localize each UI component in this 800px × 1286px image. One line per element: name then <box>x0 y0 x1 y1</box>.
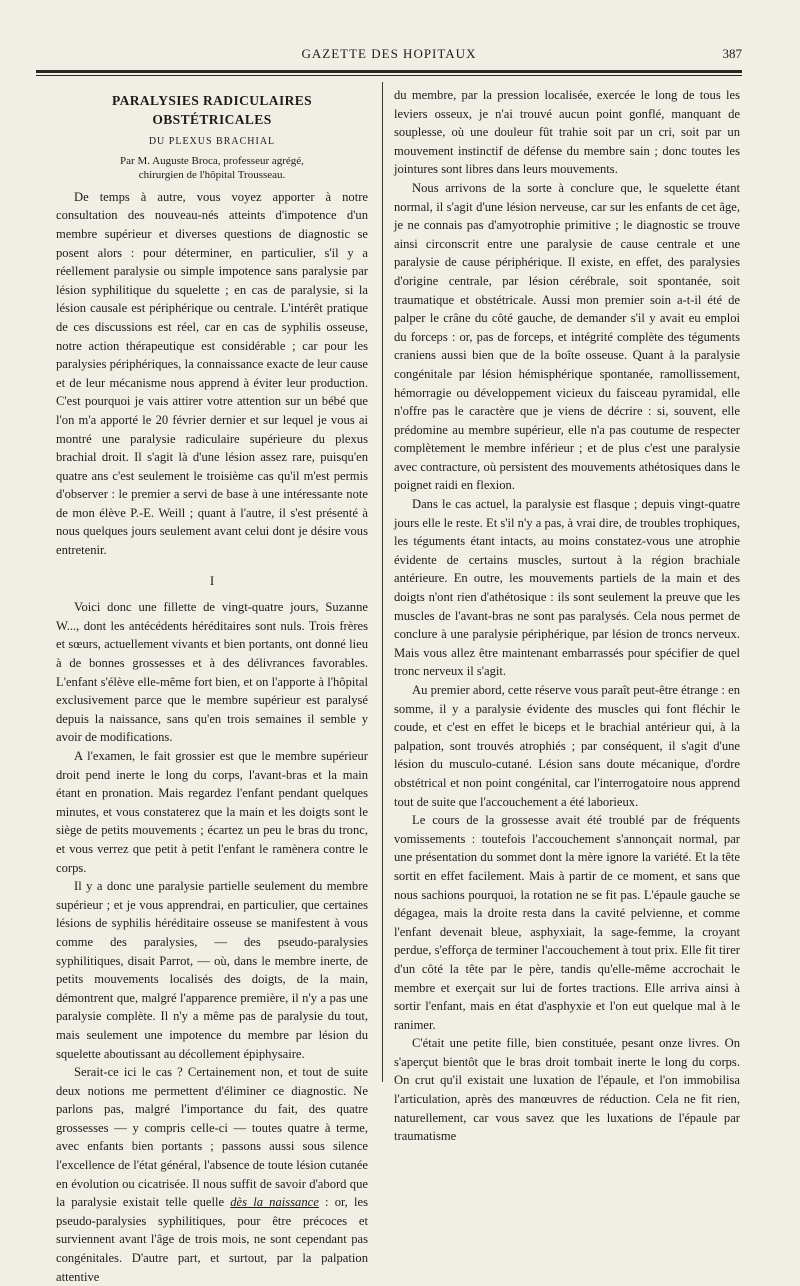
paragraph <box>56 1063 368 1286</box>
text-run: Serait-ce ici le cas ? Certainement non, et tout de suite deux notions me permettent d'éliminer ce diagnostic. Ne parlons pas, malgré l'importance du fait, des quatre grossesses — y compris celle-ci — toutes quatre à terme, avec enfants bien portants ; passons aussi sous silence l'excellence de l'état général, l'absence de toute lésion cutanée en évolution ou cicatrisée. Il nous suffit de savoir d'abord que la paralysie existait telle quelle <box>56 1065 368 1210</box>
column-divider <box>382 82 383 1082</box>
paragraph: Voici donc une fillette de vingt-quatre jours, Suzanne W..., dont les antécédents héréditaires sont nuls. Trois frères et sœurs, actuellement vivants et bien portants, ont donné lieu à de bonnes grossesses et à des délivrances favorables. L'enfant s'élève elle-même fort bien, et on l'apporte à l'hôpital exclusivement parce que le membre supérieur est paralysé depuis la naissance, sans qu'en trois semaines il semble y avoir de modifications. <box>56 600 368 745</box>
paragraph: Dans le cas actuel, la paralysie est flasque ; depuis vingt-quatre jours elle le reste. Et s'il n'y a pas, à vrai dire, de troubles trophiques, les téguments étant intacts, au moins constatez-vous une atrophie évidente de certains muscles, surtout à la région brachiale antérieure. En outre, les mouvements partiels de la main et des doigts n'ont rien d'athétosique : ils sont seulement la preuve que les muscles de l'avant-bras ne sont pas paralysés. Cela nous permet de conclure à une paralysie périphérique, par lésion de troncs nerveux. Mais vous allez être maintenant embarrassés pour spécifier de quel tronc nerveux il s'agit. <box>394 497 740 679</box>
journal-title: GAZETTE DES HOPITAUX <box>301 46 477 61</box>
paragraph: A l'examen, le fait grossier est que le membre supérieur droit pend inerte le long du corps, l'avant-bras et la main étant en pronation. Mais regardez l'enfant pendant quelques minutes, et vous constaterez que la main et les doigts sont le siège de petits mouvements ; écartez un peu le bras du tronc, et vous verrez que petit à petit l'enfant le ramènera contre le corps. <box>56 749 368 875</box>
page-header <box>36 44 742 66</box>
paragraph: du membre, par la pression localisée, exercée le long de tous les leviers osseux, je n'ai trouvé aucun point gonflé, manquant de souplesse, où une douleur fût trahie soit par un cri, soit par un mouvement instinctif de défense du membre sain ; donc toutes les jointures sont libres dans leurs mouvements. <box>394 88 740 177</box>
emphasis-text: dès la naissance <box>230 1195 319 1210</box>
article-title: PARALYSIES RADICULAIRES OBSTÉTRICALES <box>111 93 313 127</box>
page-number: 387 <box>722 46 742 61</box>
text-run: : or, les pseudo-paralysies syphilitiques, pour être précoces et surviennent avant l'âge de trois mois, ne sont cependant pas congénitales. D'autre part, et surtout, par la palpation attentive <box>56 1195 368 1284</box>
right-column <box>394 86 740 1146</box>
paragraph: De temps à autre, vous voyez apporter à notre consultation des nouveau-nés atteints d'impotence d'un membre supérieur et diverses questions de diagnostic se posent alors : pour déterminer, en particulier, s'il y a réellement paralysie ou simple impotence sans paralysie par lésion syphilitique du squelette ; en cas de paralysie, si la lésion causale est périphérique ou centrale. L'intérêt pratique de ces discussions est réel, car en cas de syphilis osseuse, notre action thérapeutique est considérable ; car pour les paralysies périphériques, la connaissance exacte de leur cause et de leur mécanisme nous apprend à éviter leur production. C'est pourquoi je vais attirer votre attention sur un bébé que l'on m'a apporté le 20 février dernier et sur lequel je vous ai montré une paralysie radiculaire supérieure du plexus brachial droit. Il s'agit là d'une lésion assez rare, puisqu'en quatre ans c'est seulement le troisième cas qu'il m'est permis d'observer : le premier a servi de base à une intéressante note de mon élève P.-E. Weill ; quant à l'autre, il s'est présenté à nous quelques jours seulement avant celui dont je désire vous entretenir. <box>56 189 368 558</box>
article-subtitle: DU PLEXUS BRACHIAL <box>148 136 276 148</box>
article-author: Par M. Auguste Broca, professeur agrégé, <box>120 154 304 167</box>
header-rule-thin <box>36 75 742 76</box>
paragraph: Nous arrivons de la sorte à conclure que, le squelette étant normal, il s'agit d'une lésion nerveuse, car sur les enfants de cet âge, je ne connais pas d'amyotrophie primitive ; le diagnostic se trouve ainsi circonscrit entre une paralysie de cause centrale et une paralysie de cause périphérique. Il existe, en effet, des paralysies d'origine centrale, par lésion cérébrale, soit spontanée, soit traumatique et obstétricale. Aussi mon premier soin a-t-il été de palper le crâne du côté gauche, de demander s'il y avait eu emploi du forceps : or, pas de forceps, et intégrité complète des téguments craniens aussi bien que de la boîte osseuse. Quant à la paralysie congénitale par lésion hémisphérique spontanée, ramollissement, hémorragie ou développement vicieux du faisceau pyramidal, elle n'offre pas le caractère que je viens de décrire : si, souvent, elle prédomine au membre supérieur, elle n'a pas coutume de respecter complètement le membre inférieur ; et de plus c'est une paralysie avec contracture, où persistent des mouvements athétosiques dans le poignet raidi en flexion. <box>394 180 740 493</box>
paragraph: Au premier abord, cette réserve vous paraît peut-être étrange : en somme, il y a paralysie évidente des muscles qui font fléchir le coude, et c'est en effet le biceps et le brachial antérieur qui, à la palpation, sont trouvés atrophiés ; par conséquent, il s'agit d'une lésion du musculo-cutané. Lésion sans doute mécanique, d'ordre obstétrical et non point congénital, car l'interrogatoire nous apprend tout de suite que l'accouchement a été laborieux. <box>394 683 740 809</box>
paragraph: Il y a donc une paralysie partielle seulement du membre supérieur ; et je vous apprendrai, en particulier, que certaines lésions de syphilis héréditaire osseuse se manifestent à vous comme des paralysies, — des pseudo-paralysies syphilitiques, disait Parrot, — où, dans le membre inerte, de petits mouvements localisés des doigts, de la main, démontrent que, malgré l'apparence première, il n'y a pas une paralysie complète. Il n'y a même pas de paralysie du tout, mais seulement une impotence du membre par lésion du squelette aboutissant au décollement épiphysaire. <box>56 879 368 1061</box>
paragraph: Le cours de la grossesse avait été troublé par de fréquents vomissements : toutefois l'accouchement s'annonçait normal, par une présentation du sommet dont la mère ignore la variété. Et la tête sortit en effet facilement. Mais à partir de ce moment, et sans que nous sachions pourquoi, la rotation ne se fit pas. L'épaule gauche se dégagea, mais la droite resta dans la cavité pelvienne, et comme l'enfant devenait bleue, asphyxiait, la sage-femme, la croyant perdue, s'efforça de terminer l'accouchement à tout prix. Elle fit tirer d'un côté la tête par le père, tandis qu'elle-même accrochait le membre et exerçait sur lui de fortes tractions. Elle arriva ainsi à sortir l'enfant, mais en état d'asphyxie et l'on eut quelque mal à le ranimer. <box>394 813 740 1032</box>
paragraph: C'était une petite fille, bien constituée, pesant onze livres. On s'aperçut bientôt que le bras droit tombait inerte le long du corps. On crut qu'il existait une luxation de l'épaule, et l'on immobilisa l'articulation, après des manœuvres de réduction. Cela ne fit rien, naturellement, car vous savez que les luxations de l'épaule par traumatisme <box>394 1036 740 1144</box>
article-author-affiliation: chirurgien de l'hôpital Trousseau. <box>138 168 286 181</box>
left-column <box>56 86 368 1286</box>
section-number: I <box>209 572 215 588</box>
header-rule-thick <box>36 70 742 73</box>
